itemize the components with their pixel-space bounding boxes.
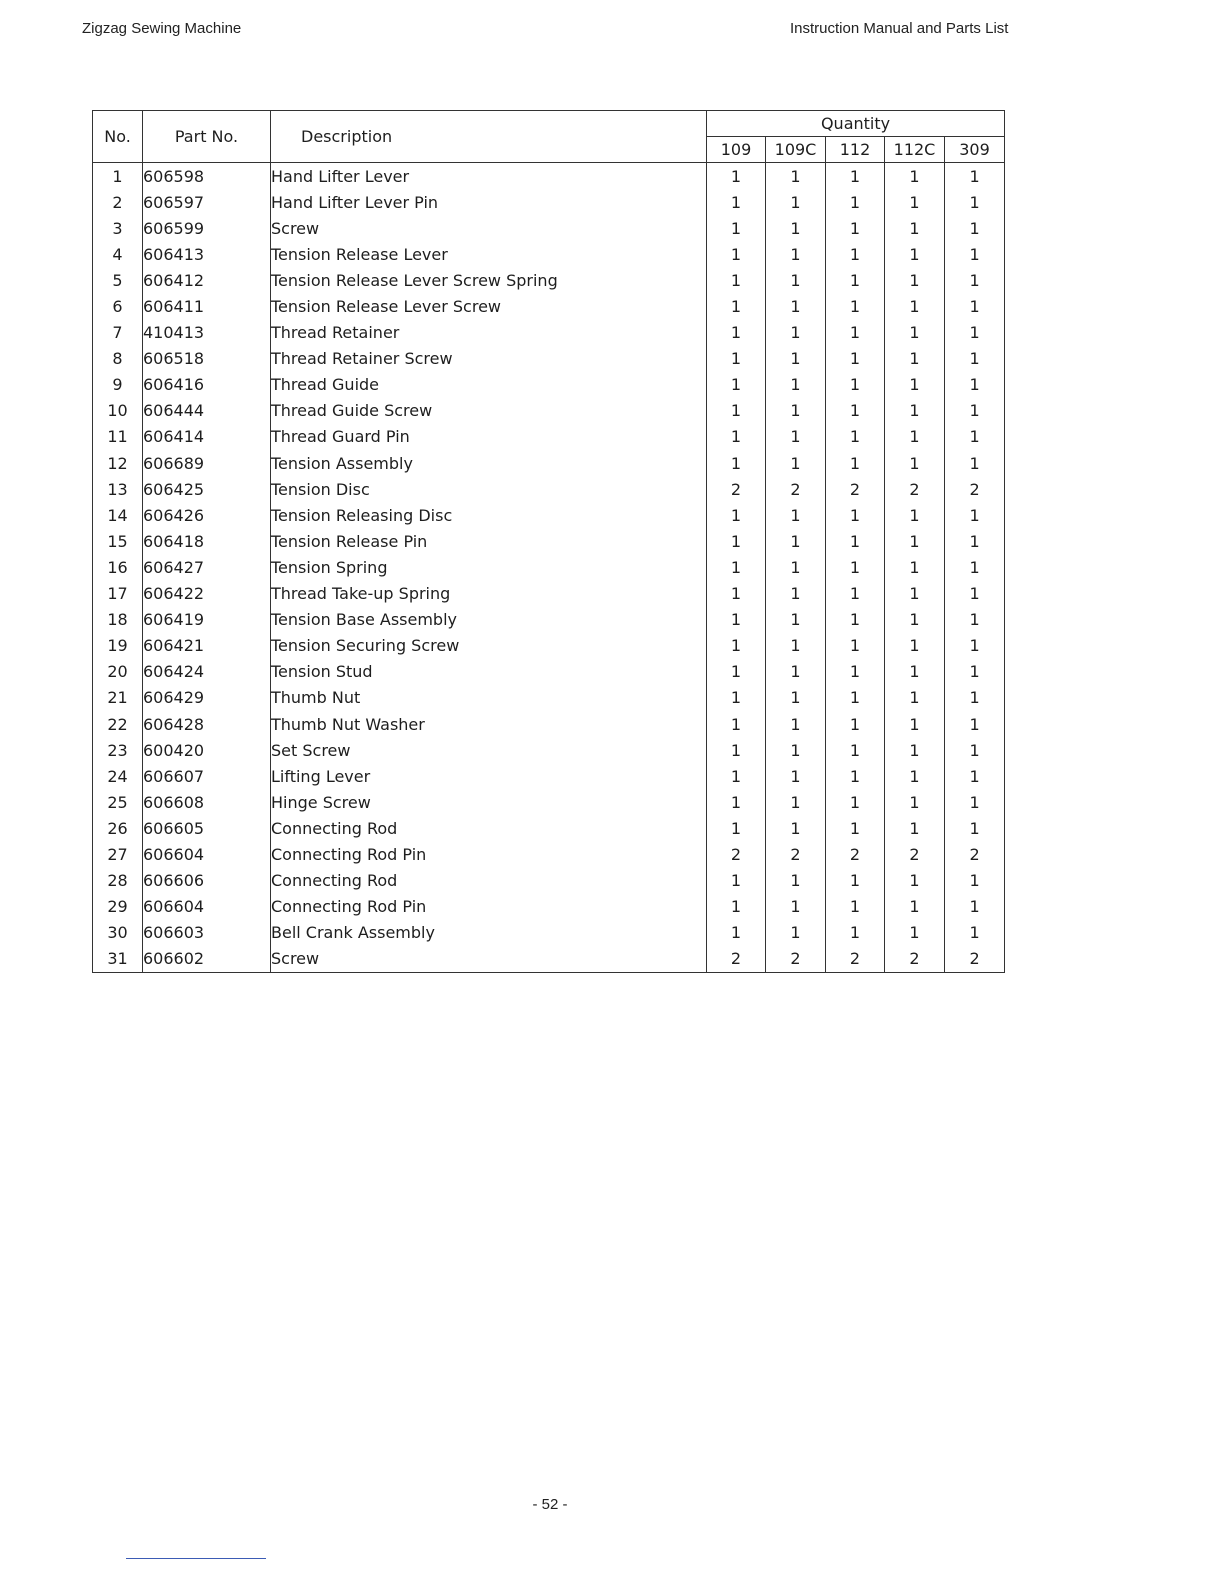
row-number: 29 bbox=[93, 894, 143, 920]
quantity-cell: 1 bbox=[766, 633, 826, 659]
quantity-cell: 1 bbox=[766, 372, 826, 398]
quantity-cell: 1 bbox=[766, 424, 826, 450]
quantity-cell: 1 bbox=[945, 894, 1005, 920]
row-number: 19 bbox=[93, 633, 143, 659]
quantity-cell: 1 bbox=[766, 737, 826, 763]
part-number: 606428 bbox=[143, 711, 271, 737]
row-number: 12 bbox=[93, 450, 143, 476]
quantity-cell: 1 bbox=[707, 711, 766, 737]
quantity-cell: 2 bbox=[885, 476, 945, 502]
part-number: 606605 bbox=[143, 815, 271, 841]
part-description: Tension Release Lever bbox=[271, 241, 707, 267]
quantity-cell: 1 bbox=[826, 659, 885, 685]
table-row bbox=[93, 659, 1005, 685]
quantity-cell: 1 bbox=[707, 685, 766, 711]
quantity-cell: 1 bbox=[945, 868, 1005, 894]
part-number: 606424 bbox=[143, 659, 271, 685]
part-number: 606422 bbox=[143, 581, 271, 607]
footer-rule bbox=[126, 1558, 266, 1559]
part-description: Connecting Rod Pin bbox=[271, 841, 707, 867]
quantity-cell: 1 bbox=[885, 163, 945, 190]
quantity-cell: 1 bbox=[885, 789, 945, 815]
part-description: Hinge Screw bbox=[271, 789, 707, 815]
quantity-cell: 1 bbox=[766, 241, 826, 267]
row-number: 25 bbox=[93, 789, 143, 815]
quantity-cell: 1 bbox=[707, 215, 766, 241]
header-model-109: 109 bbox=[707, 137, 766, 163]
quantity-cell: 1 bbox=[885, 528, 945, 554]
quantity-cell: 1 bbox=[826, 215, 885, 241]
table-row bbox=[93, 241, 1005, 267]
row-number: 5 bbox=[93, 267, 143, 293]
part-description: Thread Guide bbox=[271, 372, 707, 398]
quantity-cell: 1 bbox=[885, 815, 945, 841]
quantity-cell: 1 bbox=[766, 711, 826, 737]
row-number: 27 bbox=[93, 841, 143, 867]
quantity-cell: 1 bbox=[945, 528, 1005, 554]
quantity-cell: 1 bbox=[766, 659, 826, 685]
quantity-cell: 1 bbox=[766, 398, 826, 424]
table-row bbox=[93, 737, 1005, 763]
quantity-cell: 1 bbox=[945, 737, 1005, 763]
part-description: Bell Crank Assembly bbox=[271, 920, 707, 946]
part-description: Tension Release Lever Screw Spring bbox=[271, 267, 707, 293]
part-description: Tension Stud bbox=[271, 659, 707, 685]
quantity-cell: 2 bbox=[766, 476, 826, 502]
quantity-cell: 1 bbox=[945, 554, 1005, 580]
part-description: Screw bbox=[271, 215, 707, 241]
quantity-cell: 1 bbox=[945, 581, 1005, 607]
quantity-cell: 1 bbox=[707, 920, 766, 946]
quantity-cell: 2 bbox=[766, 946, 826, 973]
quantity-cell: 1 bbox=[766, 163, 826, 190]
part-number: 606425 bbox=[143, 476, 271, 502]
quantity-cell: 1 bbox=[885, 293, 945, 319]
parts-table-body bbox=[93, 163, 1005, 973]
quantity-cell: 1 bbox=[885, 267, 945, 293]
quantity-cell: 2 bbox=[826, 946, 885, 973]
table-row bbox=[93, 815, 1005, 841]
row-number: 6 bbox=[93, 293, 143, 319]
quantity-cell: 2 bbox=[766, 841, 826, 867]
table-row bbox=[93, 189, 1005, 215]
table-row bbox=[93, 633, 1005, 659]
quantity-cell: 1 bbox=[945, 267, 1005, 293]
quantity-cell: 2 bbox=[945, 841, 1005, 867]
quantity-cell: 1 bbox=[826, 554, 885, 580]
part-number: 606421 bbox=[143, 633, 271, 659]
quantity-cell: 1 bbox=[766, 685, 826, 711]
row-number: 28 bbox=[93, 868, 143, 894]
table-row bbox=[93, 502, 1005, 528]
row-number: 14 bbox=[93, 502, 143, 528]
quantity-cell: 1 bbox=[885, 633, 945, 659]
quantity-cell: 1 bbox=[707, 450, 766, 476]
table-row bbox=[93, 763, 1005, 789]
quantity-cell: 1 bbox=[766, 607, 826, 633]
quantity-cell: 1 bbox=[707, 398, 766, 424]
part-number: 606427 bbox=[143, 554, 271, 580]
quantity-cell: 1 bbox=[945, 372, 1005, 398]
part-description: Thread Guide Screw bbox=[271, 398, 707, 424]
quantity-cell: 1 bbox=[885, 554, 945, 580]
quantity-cell: 1 bbox=[885, 320, 945, 346]
quantity-cell: 1 bbox=[707, 163, 766, 190]
quantity-cell: 1 bbox=[885, 502, 945, 528]
row-number: 11 bbox=[93, 424, 143, 450]
row-number: 8 bbox=[93, 346, 143, 372]
row-number: 3 bbox=[93, 215, 143, 241]
part-description: Thread Retainer bbox=[271, 320, 707, 346]
table-row bbox=[93, 789, 1005, 815]
table-row bbox=[93, 920, 1005, 946]
part-description: Thumb Nut bbox=[271, 685, 707, 711]
quantity-cell: 2 bbox=[826, 841, 885, 867]
quantity-cell: 1 bbox=[885, 450, 945, 476]
quantity-cell: 1 bbox=[826, 868, 885, 894]
part-description: Connecting Rod bbox=[271, 868, 707, 894]
quantity-cell: 1 bbox=[707, 868, 766, 894]
row-number: 13 bbox=[93, 476, 143, 502]
quantity-cell: 1 bbox=[707, 346, 766, 372]
table-row bbox=[93, 267, 1005, 293]
part-description: Tension Base Assembly bbox=[271, 607, 707, 633]
quantity-cell: 2 bbox=[945, 946, 1005, 973]
row-number: 10 bbox=[93, 398, 143, 424]
quantity-cell: 1 bbox=[707, 189, 766, 215]
quantity-cell: 1 bbox=[945, 241, 1005, 267]
quantity-cell: 1 bbox=[945, 659, 1005, 685]
part-number: 606607 bbox=[143, 763, 271, 789]
quantity-cell: 1 bbox=[945, 320, 1005, 346]
quantity-cell: 1 bbox=[707, 528, 766, 554]
quantity-cell: 1 bbox=[826, 894, 885, 920]
quantity-cell: 1 bbox=[945, 815, 1005, 841]
quantity-cell: 1 bbox=[826, 372, 885, 398]
quantity-cell: 1 bbox=[826, 241, 885, 267]
quantity-cell: 1 bbox=[707, 633, 766, 659]
quantity-cell: 2 bbox=[707, 841, 766, 867]
header-model-109c: 109C bbox=[766, 137, 826, 163]
quantity-cell: 1 bbox=[826, 450, 885, 476]
row-number: 24 bbox=[93, 763, 143, 789]
part-description: Lifting Lever bbox=[271, 763, 707, 789]
part-description: Screw bbox=[271, 946, 707, 973]
part-description: Thread Take-up Spring bbox=[271, 581, 707, 607]
table-row bbox=[93, 293, 1005, 319]
quantity-cell: 1 bbox=[766, 320, 826, 346]
row-number: 9 bbox=[93, 372, 143, 398]
table-row bbox=[93, 528, 1005, 554]
part-number: 606412 bbox=[143, 267, 271, 293]
quantity-cell: 1 bbox=[707, 320, 766, 346]
quantity-cell: 1 bbox=[826, 267, 885, 293]
part-description: Thread Guard Pin bbox=[271, 424, 707, 450]
quantity-cell: 1 bbox=[945, 502, 1005, 528]
quantity-cell: 1 bbox=[826, 607, 885, 633]
quantity-cell: 1 bbox=[707, 372, 766, 398]
quantity-cell: 1 bbox=[885, 346, 945, 372]
table-row bbox=[93, 894, 1005, 920]
quantity-cell: 1 bbox=[707, 241, 766, 267]
quantity-cell: 1 bbox=[707, 659, 766, 685]
quantity-cell: 1 bbox=[766, 502, 826, 528]
quantity-cell: 1 bbox=[707, 293, 766, 319]
row-number: 18 bbox=[93, 607, 143, 633]
quantity-cell: 1 bbox=[707, 894, 766, 920]
quantity-cell: 1 bbox=[766, 763, 826, 789]
part-number: 606416 bbox=[143, 372, 271, 398]
part-number: 606602 bbox=[143, 946, 271, 973]
quantity-cell: 1 bbox=[826, 815, 885, 841]
quantity-cell: 1 bbox=[885, 398, 945, 424]
quantity-cell: 1 bbox=[766, 554, 826, 580]
part-number: 606518 bbox=[143, 346, 271, 372]
quantity-cell: 1 bbox=[826, 763, 885, 789]
quantity-cell: 1 bbox=[826, 789, 885, 815]
table-row bbox=[93, 946, 1005, 973]
quantity-cell: 1 bbox=[766, 528, 826, 554]
table-row bbox=[93, 711, 1005, 737]
part-description: Set Screw bbox=[271, 737, 707, 763]
quantity-cell: 1 bbox=[885, 711, 945, 737]
quantity-cell: 1 bbox=[826, 581, 885, 607]
quantity-cell: 2 bbox=[945, 476, 1005, 502]
quantity-cell: 1 bbox=[945, 711, 1005, 737]
page-number: - 52 - bbox=[532, 1496, 568, 1513]
row-number: 23 bbox=[93, 737, 143, 763]
row-number: 4 bbox=[93, 241, 143, 267]
quantity-cell: 1 bbox=[826, 633, 885, 659]
quantity-cell: 1 bbox=[707, 502, 766, 528]
part-number: 606597 bbox=[143, 189, 271, 215]
quantity-cell: 1 bbox=[885, 685, 945, 711]
part-number: 606418 bbox=[143, 528, 271, 554]
table-row bbox=[93, 372, 1005, 398]
quantity-cell: 1 bbox=[945, 685, 1005, 711]
part-number: 606689 bbox=[143, 450, 271, 476]
quantity-cell: 1 bbox=[945, 215, 1005, 241]
quantity-cell: 1 bbox=[766, 789, 826, 815]
quantity-cell: 1 bbox=[707, 581, 766, 607]
quantity-cell: 1 bbox=[766, 450, 826, 476]
part-description: Tension Release Pin bbox=[271, 528, 707, 554]
quantity-cell: 1 bbox=[826, 920, 885, 946]
quantity-cell: 2 bbox=[707, 476, 766, 502]
quantity-cell: 1 bbox=[945, 163, 1005, 190]
row-number: 22 bbox=[93, 711, 143, 737]
quantity-cell: 1 bbox=[826, 293, 885, 319]
row-number: 7 bbox=[93, 320, 143, 346]
quantity-cell: 1 bbox=[885, 920, 945, 946]
table-row bbox=[93, 398, 1005, 424]
table-row bbox=[93, 476, 1005, 502]
quantity-cell: 1 bbox=[766, 215, 826, 241]
part-number: 606414 bbox=[143, 424, 271, 450]
quantity-cell: 1 bbox=[766, 920, 826, 946]
part-description: Tension Release Lever Screw bbox=[271, 293, 707, 319]
quantity-cell: 1 bbox=[885, 607, 945, 633]
quantity-cell: 1 bbox=[766, 346, 826, 372]
quantity-cell: 1 bbox=[826, 528, 885, 554]
part-description: Tension Assembly bbox=[271, 450, 707, 476]
quantity-cell: 1 bbox=[707, 607, 766, 633]
quantity-cell: 1 bbox=[885, 189, 945, 215]
part-number: 606419 bbox=[143, 607, 271, 633]
row-number: 2 bbox=[93, 189, 143, 215]
quantity-cell: 1 bbox=[707, 815, 766, 841]
table-row bbox=[93, 685, 1005, 711]
quantity-cell: 1 bbox=[945, 607, 1005, 633]
part-number: 606604 bbox=[143, 841, 271, 867]
part-description: Hand Lifter Lever Pin bbox=[271, 189, 707, 215]
part-number: 606608 bbox=[143, 789, 271, 815]
header-model-112: 112 bbox=[826, 137, 885, 163]
table-row bbox=[93, 450, 1005, 476]
table-row bbox=[93, 581, 1005, 607]
part-description: Tension Releasing Disc bbox=[271, 502, 707, 528]
table-row bbox=[93, 320, 1005, 346]
quantity-cell: 1 bbox=[885, 372, 945, 398]
quantity-cell: 1 bbox=[945, 293, 1005, 319]
part-number: 606598 bbox=[143, 163, 271, 190]
table-row bbox=[93, 841, 1005, 867]
part-description: Connecting Rod Pin bbox=[271, 894, 707, 920]
quantity-cell: 1 bbox=[707, 737, 766, 763]
quantity-cell: 1 bbox=[766, 267, 826, 293]
part-description: Tension Securing Screw bbox=[271, 633, 707, 659]
header-model-309: 309 bbox=[945, 137, 1005, 163]
quantity-cell: 1 bbox=[885, 894, 945, 920]
quantity-cell: 1 bbox=[766, 189, 826, 215]
quantity-cell: 1 bbox=[885, 659, 945, 685]
quantity-cell: 1 bbox=[707, 789, 766, 815]
part-number: 606411 bbox=[143, 293, 271, 319]
quantity-cell: 1 bbox=[707, 554, 766, 580]
quantity-cell: 1 bbox=[766, 868, 826, 894]
quantity-cell: 1 bbox=[945, 920, 1005, 946]
quantity-cell: 1 bbox=[826, 320, 885, 346]
row-number: 20 bbox=[93, 659, 143, 685]
quantity-cell: 2 bbox=[826, 476, 885, 502]
quantity-cell: 2 bbox=[885, 841, 945, 867]
quantity-cell: 1 bbox=[945, 346, 1005, 372]
quantity-cell: 1 bbox=[766, 894, 826, 920]
part-number: 606429 bbox=[143, 685, 271, 711]
header-left-title: Zigzag Sewing Machine bbox=[82, 20, 242, 37]
quantity-cell: 1 bbox=[766, 581, 826, 607]
quantity-cell: 1 bbox=[826, 346, 885, 372]
header-model-112c: 112C bbox=[885, 137, 945, 163]
quantity-cell: 1 bbox=[826, 711, 885, 737]
table-row bbox=[93, 163, 1005, 190]
part-number: 606603 bbox=[143, 920, 271, 946]
quantity-cell: 1 bbox=[826, 685, 885, 711]
quantity-cell: 1 bbox=[826, 424, 885, 450]
quantity-cell: 1 bbox=[885, 763, 945, 789]
quantity-cell: 1 bbox=[826, 502, 885, 528]
quantity-cell: 1 bbox=[826, 737, 885, 763]
table-row bbox=[93, 868, 1005, 894]
quantity-cell: 1 bbox=[945, 789, 1005, 815]
quantity-cell: 1 bbox=[945, 398, 1005, 424]
quantity-cell: 1 bbox=[945, 763, 1005, 789]
quantity-cell: 1 bbox=[826, 398, 885, 424]
header-right-title: Instruction Manual and Parts List bbox=[790, 20, 1009, 37]
header-no: No. bbox=[93, 111, 143, 163]
parts-table bbox=[92, 110, 1005, 973]
quantity-cell: 1 bbox=[885, 241, 945, 267]
table-row bbox=[93, 346, 1005, 372]
quantity-cell: 1 bbox=[945, 450, 1005, 476]
quantity-cell: 1 bbox=[707, 763, 766, 789]
quantity-cell: 1 bbox=[766, 293, 826, 319]
part-description: Tension Spring bbox=[271, 554, 707, 580]
quantity-cell: 1 bbox=[885, 737, 945, 763]
part-number: 606606 bbox=[143, 868, 271, 894]
quantity-cell: 2 bbox=[707, 946, 766, 973]
row-number: 26 bbox=[93, 815, 143, 841]
quantity-cell: 1 bbox=[707, 424, 766, 450]
row-number: 30 bbox=[93, 920, 143, 946]
row-number: 15 bbox=[93, 528, 143, 554]
row-number: 21 bbox=[93, 685, 143, 711]
table-row bbox=[93, 424, 1005, 450]
quantity-cell: 1 bbox=[826, 163, 885, 190]
part-description: Hand Lifter Lever bbox=[271, 163, 707, 190]
part-number: 606444 bbox=[143, 398, 271, 424]
header-quantity: Quantity bbox=[707, 111, 1005, 137]
row-number: 31 bbox=[93, 946, 143, 973]
table-row bbox=[93, 554, 1005, 580]
quantity-cell: 1 bbox=[945, 633, 1005, 659]
quantity-cell: 1 bbox=[945, 189, 1005, 215]
header-part-no: Part No. bbox=[143, 111, 271, 163]
table-row bbox=[93, 607, 1005, 633]
quantity-cell: 1 bbox=[885, 424, 945, 450]
part-description: Thumb Nut Washer bbox=[271, 711, 707, 737]
part-number: 410413 bbox=[143, 320, 271, 346]
row-number: 1 bbox=[93, 163, 143, 190]
part-number: 600420 bbox=[143, 737, 271, 763]
part-description: Thread Retainer Screw bbox=[271, 346, 707, 372]
row-number: 17 bbox=[93, 581, 143, 607]
quantity-cell: 1 bbox=[945, 424, 1005, 450]
part-number: 606604 bbox=[143, 894, 271, 920]
quantity-cell: 1 bbox=[885, 215, 945, 241]
table-row bbox=[93, 215, 1005, 241]
part-number: 606599 bbox=[143, 215, 271, 241]
part-number: 606426 bbox=[143, 502, 271, 528]
part-number: 606413 bbox=[143, 241, 271, 267]
row-number: 16 bbox=[93, 554, 143, 580]
quantity-cell: 1 bbox=[826, 189, 885, 215]
header-description: Description bbox=[271, 111, 707, 163]
part-description: Connecting Rod bbox=[271, 815, 707, 841]
quantity-cell: 1 bbox=[885, 868, 945, 894]
quantity-cell: 2 bbox=[885, 946, 945, 973]
quantity-cell: 1 bbox=[885, 581, 945, 607]
quantity-cell: 1 bbox=[766, 815, 826, 841]
quantity-cell: 1 bbox=[707, 267, 766, 293]
part-description: Tension Disc bbox=[271, 476, 707, 502]
